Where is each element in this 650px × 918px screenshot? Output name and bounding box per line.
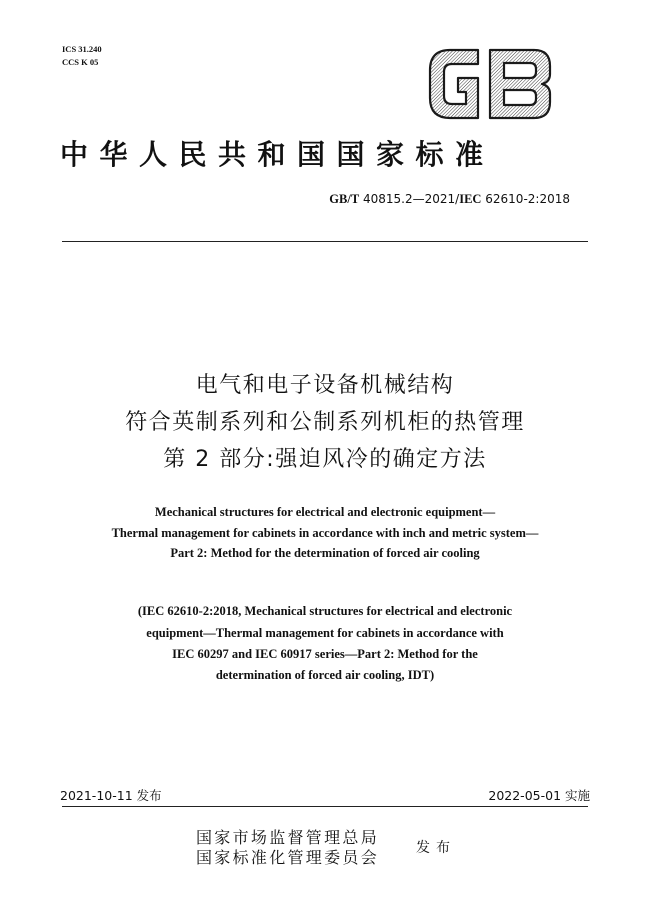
header-divider bbox=[62, 241, 588, 242]
gb-logo bbox=[428, 48, 554, 120]
english-title-line-1: Mechanical structures for electrical and electronic equipment— bbox=[154, 505, 496, 519]
iec-number: 62610-2:2018 bbox=[485, 192, 570, 206]
issuing-authority-1: 国家市场监督管理总局 bbox=[196, 828, 380, 847]
issuing-authority-2: 国家标准化管理委员会 bbox=[196, 848, 380, 867]
chinese-title-line-1: 电气和电子设备机械结构 bbox=[195, 373, 455, 398]
iec-reference-line-1: (IEC 62610-2:2018, Mechanical structures for electrical and electronic bbox=[137, 604, 513, 618]
footer-divider bbox=[62, 806, 588, 807]
iec-reference-line-4: determination of forced air cooling, IDT) bbox=[215, 668, 435, 682]
english-title-line-3: Part 2: Method for the determination of forced air cooling bbox=[170, 546, 480, 560]
iec-reference-line-2: equipment—Thermal management for cabinets in accordance with bbox=[146, 626, 504, 640]
chinese-title-line-2: 符合英制系列和公制系列机柜的热管理 bbox=[125, 410, 525, 435]
standard-number-value: 40815.2—2021/ bbox=[362, 192, 460, 206]
ics-code: ICS 31.240 bbox=[62, 44, 102, 54]
issuing-country-title: 中华人民共和国国家标准 bbox=[60, 138, 495, 171]
english-title-line-2: Thermal management for cabinets in accordance with inch and metric system— bbox=[111, 526, 539, 540]
implementation-date: 2022-05-01 实施 bbox=[488, 788, 590, 803]
standard-number bbox=[329, 192, 570, 207]
iec-prefix: IEC bbox=[459, 192, 482, 206]
standard-prefix: GB/T bbox=[329, 192, 360, 206]
chinese-title-line-3: 第 2 部分:强迫风冷的确定方法 bbox=[163, 447, 487, 472]
classification-codes bbox=[62, 43, 102, 69]
publish-date: 2021-10-11 发布 bbox=[60, 788, 162, 803]
ccs-code: CCS K 05 bbox=[62, 57, 99, 67]
iec-reference-line-3: IEC 60297 and IEC 60917 series—Part 2: Method for the bbox=[172, 647, 478, 661]
issue-label: 发布 bbox=[416, 840, 456, 856]
